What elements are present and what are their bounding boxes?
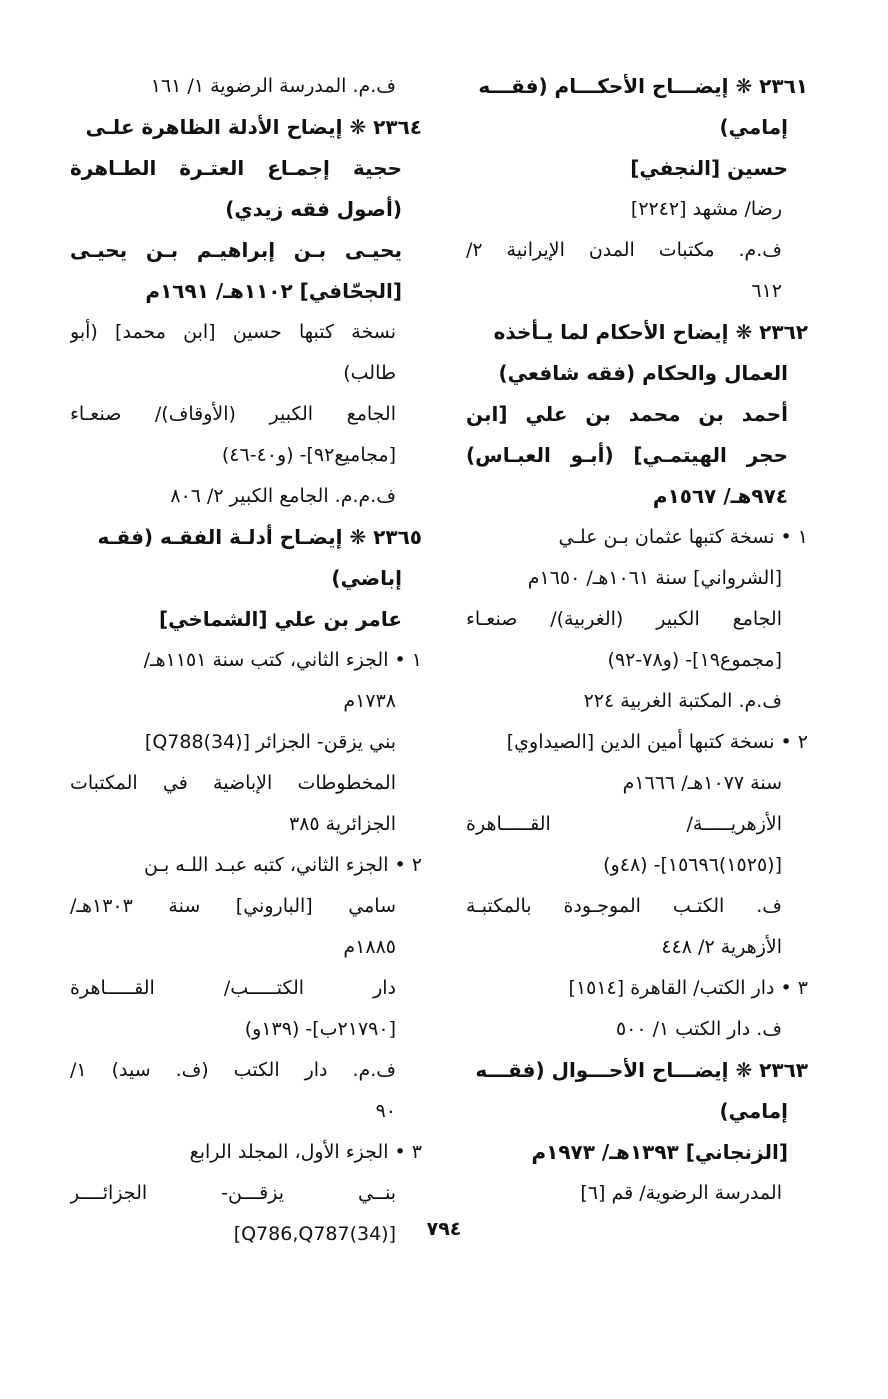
entry-text-line: ٢ • نسخة كتبها أمين الدين [الصيداوي]: [506, 731, 808, 753]
page-number: ٧٩٤: [426, 1218, 462, 1240]
entry-heading-line: ٢٣٦٥ ❋ إيضـاح أدلـة الفقـه (فقـه: [97, 525, 422, 549]
entry-heading-line: العمال والحكام (فقه شافعي): [498, 361, 788, 385]
entry-text-line: ف.م. دار الكتب (ف. سيد) ١/: [70, 1059, 396, 1081]
entry-heading-line: ٢٣٦٣ ❋ إيضـــاح الأحـــوال (فقـــه: [475, 1058, 808, 1082]
entry-heading-line: ٩٧٤هـ/ ١٥٦٧م: [652, 484, 788, 508]
entry-text-line: ١٨٨٥م: [343, 936, 396, 958]
entry-text-line: الجزائرية ٣٨٥: [288, 813, 396, 835]
right-column: [466, 66, 808, 1214]
entry-text-line: المخطوطات الإباضية في المكتبات: [70, 772, 396, 794]
entry-heading-line: ٢٣٦٢ ❋ إيضاح الأحكام لما يـأخذه: [493, 320, 808, 344]
entry-text-line: المدرسة الرضوية/ قم [٦]: [580, 1182, 782, 1204]
entry-text-line: ف.م. المدرسة الرضوية ١/ ١٦١: [150, 75, 396, 97]
entry-heading-line: حجية إجمـاع العتـرة الطـاهرة: [70, 156, 402, 180]
entry-text-line: ١٧٣٨م: [343, 690, 396, 712]
entry-heading-line: أحمد بن محمد بن علي [ابن: [466, 402, 788, 426]
entry-text-line: ٢ • الجزء الثاني، كتبه عبـد اللـه بـن: [143, 854, 422, 876]
entry-text-line: [(١٥٢٥)١٥٦٩٦]- (٤٨و): [603, 854, 782, 876]
entry-text-line: سامي [الباروني] سنة ١٣٠٣هـ/: [70, 895, 396, 917]
entry-text-line: ف.م. مكتبات المدن الإيرانية ٢/: [466, 239, 782, 261]
entry-text-line: بني يزقن- الجزائر [Q788(34)]: [144, 731, 396, 753]
entry-text-line: ٩٠: [375, 1100, 396, 1122]
entry-text-line: رضا/ مشهد [٢٢٤٢]: [630, 198, 782, 220]
entry-heading-line: عامر بن علي [الشماخي]: [158, 607, 402, 631]
entry-heading-line: إمامي): [719, 115, 788, 139]
entry-text-line: ف. دار الكتب ١/ ٥٠٠: [615, 1018, 782, 1040]
entry-text-line: [مجاميع٩٢]- (و٤٠-٤٦): [221, 444, 396, 466]
entry-heading-line: (أصول فقه زيدي): [225, 197, 402, 221]
entry-heading-line: حجر الهيتمـي] (أبـو العبـاس): [466, 443, 788, 467]
entry-text-line: نسخة كتبها حسين [ابن محمد] (أبو: [70, 321, 396, 343]
entry-text-line: ١ • نسخة كتبها عثمان بـن علـي: [558, 526, 808, 548]
entry-heading-line: ٢٣٦١ ❋ إيضـــاح الأحكـــام (فقـــه: [478, 74, 808, 98]
entry-text-line: الأزهريـــــة/ القـــــاهرة: [466, 813, 782, 835]
entry-text-line: الجامع الكبير (الأوقاف)/ صنعـاء: [70, 403, 396, 425]
entry-heading-line: يحيـى بـن إبراهيـم بـن يحيـى: [70, 238, 402, 262]
entry-text-line: بنــي يزقـــن- الجزائــــر: [70, 1182, 396, 1204]
entry-text-line: ف.م.م. الجامع الكبير ٢/ ٨٠٦: [170, 485, 396, 507]
entry-heading-line: [الزنجاني] ١٣٩٣هـ/ ١٩٧٣م: [531, 1140, 788, 1164]
entry-text-line: ف.م. المكتبة الغربية ٢٢٤: [583, 690, 782, 712]
entry-heading-line: حسين [النجفي]: [630, 156, 788, 180]
entry-text-line: طالب): [343, 362, 396, 384]
entry-text-line: ف. الكتـب الموجـودة بالمكتبـة: [466, 895, 782, 917]
entry-text-line: [مجموع١٩]- (و٧٨-٩٢): [607, 649, 782, 671]
entry-heading-line: ٢٣٦٤ ❋ إيضاح الأدلة الظاهرة علـى: [85, 115, 422, 139]
entry-heading-line: [الجحّافي] ١١٠٢هـ/ ١٦٩١م: [145, 279, 402, 303]
entry-text-line: [٢١٧٩٠ب]- (١٣٩و): [244, 1018, 396, 1040]
entry-text-line: ٣ • الجزء الأول، المجلد الرابع: [189, 1141, 422, 1163]
entry-text-line: [الشرواني] سنة ١٠٦١هـ/ ١٦٥٠م: [527, 567, 782, 589]
entry-text-line: الجامع الكبير (الغربية)/ صنعـاء: [466, 608, 782, 630]
entry-text-line: ٣ • دار الكتب/ القاهرة [١٥١٤]: [568, 977, 808, 999]
left-column: [70, 66, 422, 1255]
entry-text-line: [Q786,Q787(34)]: [233, 1223, 396, 1245]
entry-text-line: ١ • الجزء الثاني، كتب سنة ١١٥١هـ/: [143, 649, 422, 671]
entry-text-line: سنة ١٠٧٧هـ/ ١٦٦٦م: [622, 772, 782, 794]
entry-heading-line: إباضي): [331, 566, 402, 590]
entry-text-line: الأزهرية ٢/ ٤٤٨: [661, 936, 782, 958]
entry-text-line: ٦١٢: [751, 280, 782, 302]
entry-heading-line: إمامي): [719, 1099, 788, 1123]
entry-text-line: دار الكتـــــب/ القـــــاهرة: [70, 977, 396, 999]
